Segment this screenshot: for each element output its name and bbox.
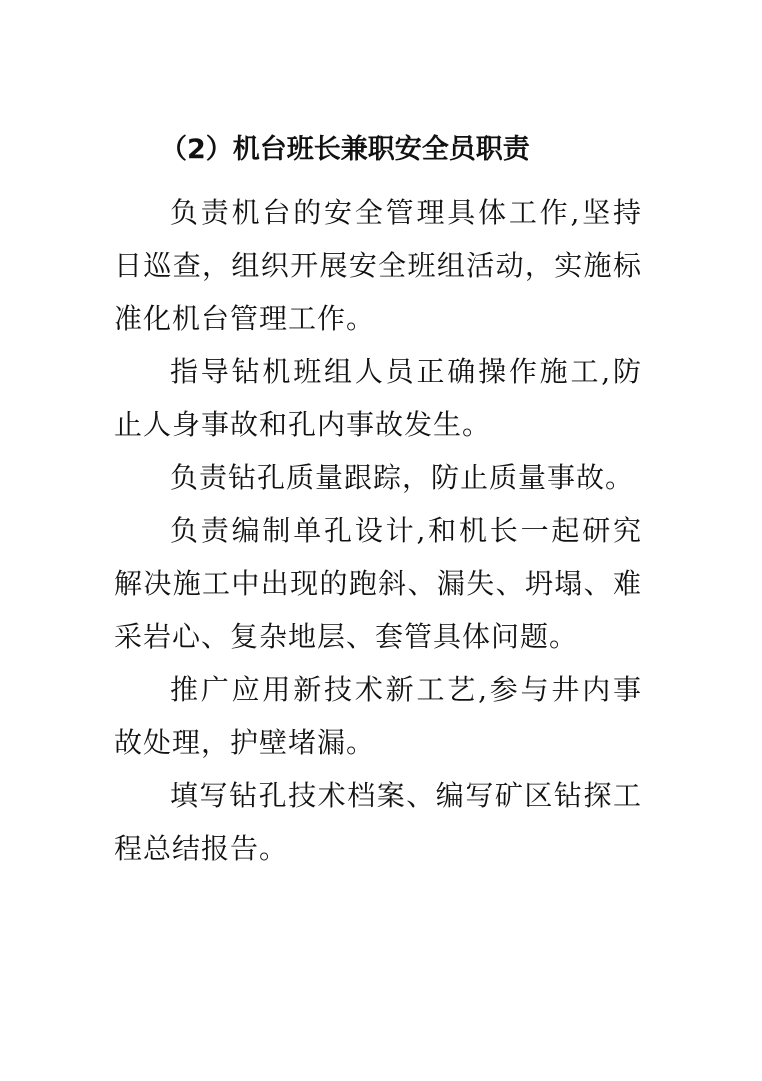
paragraph-new-technology: 推广应用新技术新工艺,参与井内事故处理，护壁堵漏。 <box>114 673 642 759</box>
section-title: （2）机台班长兼职安全员职责 <box>160 134 530 165</box>
paragraph-records-reports: 填写钻孔技术档案、编写矿区钻探工程总结报告。 <box>114 779 642 865</box>
document-body <box>114 186 642 875</box>
paragraph-hole-design: 负责编制单孔设计,和机长一起研究解决施工中出现的跑斜、漏失、坍塌、难采岩心、复杂地层、套管具体问题。 <box>114 514 642 653</box>
paragraph-daily-safety-management: 负责机台的安全管理具体工作,坚持日巡查，组织开展安全班组活动，实施标准化机台管理工作。 <box>114 196 642 335</box>
paragraph-drilling-quality: 负责钻孔质量跟踪，防止质量事故。 <box>170 461 635 494</box>
paragraph-guide-operations: 指导钻机班组人员正确操作施工,防止人身事故和孔内事故发生。 <box>114 355 642 441</box>
